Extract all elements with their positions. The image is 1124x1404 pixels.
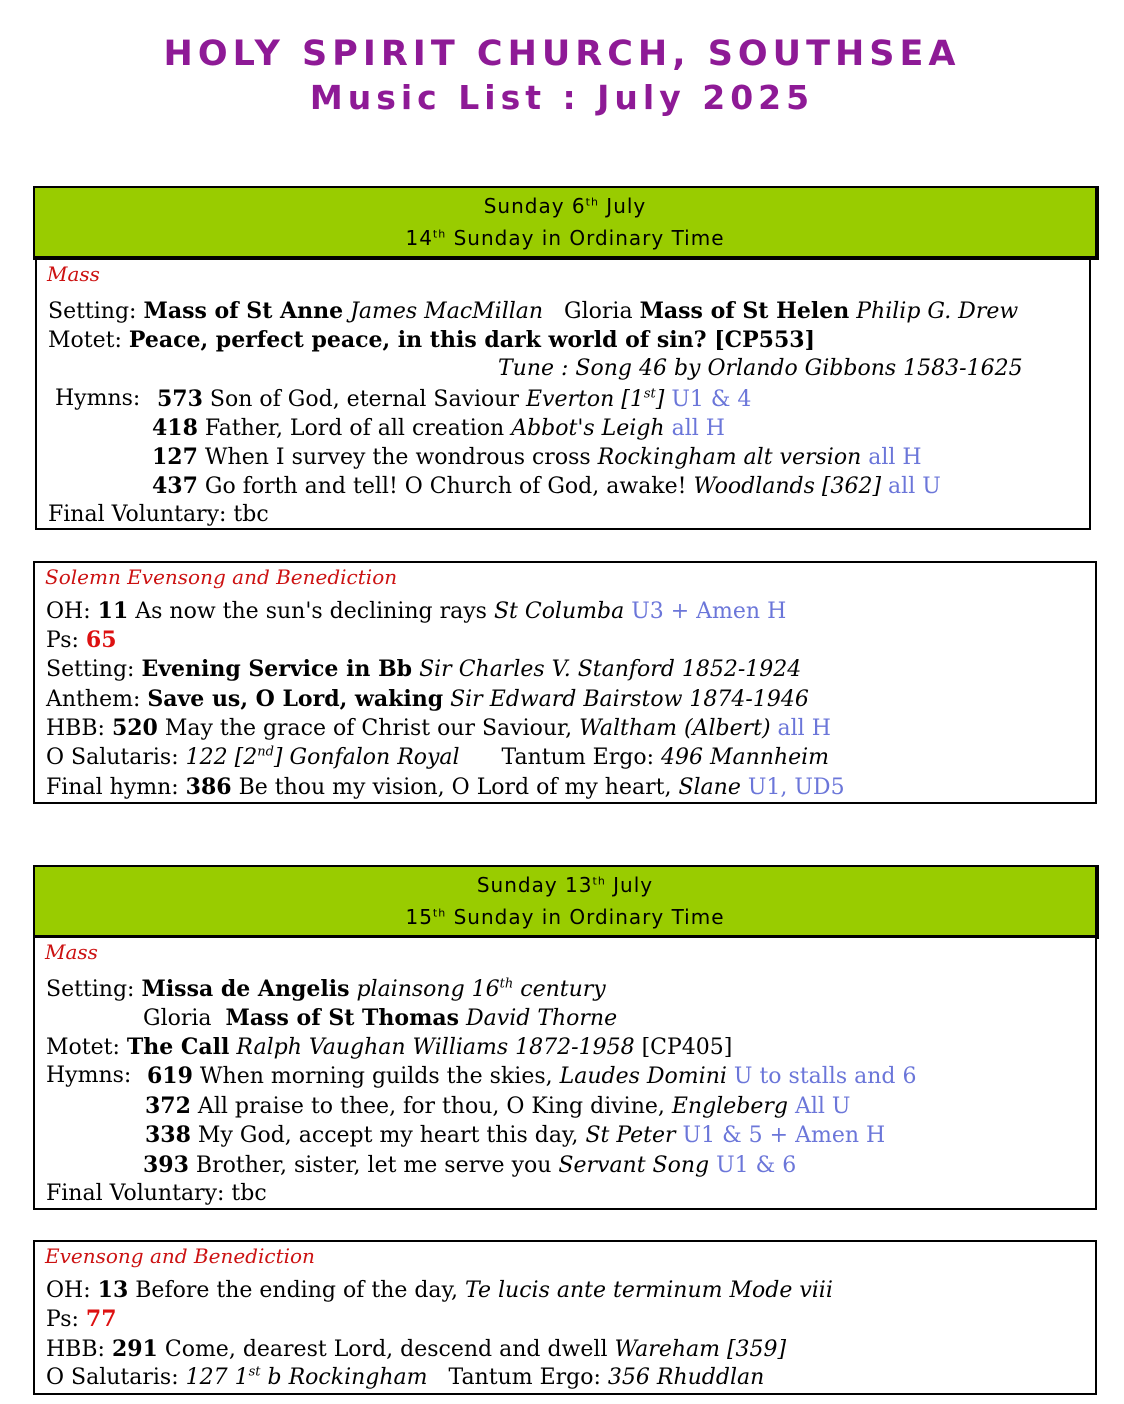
mass-setting: Setting: Missa de Angelis plainsong 16th century bbox=[46, 976, 606, 1002]
final-hymn: Final hymn: 386 Be thou my vision, O Lord of my heart, Slane U1, UD5 bbox=[46, 774, 845, 800]
mass-setting: Setting: Mass of St Anne James MacMillan Gloria Mass of St Helen Philip G. Drew bbox=[48, 298, 1019, 324]
motet: Motet: Peace, perfect peace, in this dark world of sin? [CP553] bbox=[48, 327, 815, 353]
mass-box-2 bbox=[33, 936, 1097, 1210]
o-salutaris: O Salutaris: 127 1st b Rockingham Tantum Ergo: 356 Rhuddlan bbox=[46, 1364, 765, 1390]
sunday-date: Sunday 13th July bbox=[476, 873, 654, 897]
section-heading: Mass bbox=[47, 262, 100, 286]
sunday-header-2 bbox=[33, 865, 1099, 939]
section-heading: Mass bbox=[45, 940, 98, 964]
hymns-label: Hymns: bbox=[55, 386, 141, 411]
psalm: Ps: 65 bbox=[46, 627, 117, 653]
section-heading: Evensong and Benediction bbox=[45, 1244, 315, 1268]
hymn-row: 393 Brother, sister, let me serve you Servant Song U1 & 6 bbox=[143, 1152, 797, 1178]
office-hymn: OH: 11 As now the sun's declining rays St Columba U3 + Amen H bbox=[46, 598, 787, 624]
final-voluntary: Final Voluntary: tbc bbox=[46, 1181, 267, 1206]
hymn-row: 418 Father, Lord of all creation Abbot's Leigh all H bbox=[152, 415, 725, 441]
section-heading: Solemn Evensong and Benediction bbox=[45, 565, 398, 589]
sunday-date: Sunday 6th July bbox=[483, 194, 647, 218]
gloria: Gloria Mass of St Thomas David Thorne bbox=[143, 1005, 618, 1031]
hbb: HBB: 520 May the grace of Christ our Saviour, Waltham (Albert) all H bbox=[46, 715, 831, 741]
o-salutaris: O Salutaris: 122 [2nd] Gonfalon Royal Tantum Ergo: 496 Mannheim bbox=[46, 744, 830, 770]
hymn-row: 338 My God, accept my heart this day, St Peter U1 & 5 + Amen H bbox=[145, 1122, 886, 1148]
final-voluntary: Final Voluntary: tbc bbox=[48, 502, 269, 527]
evensong-setting: Setting: Evening Service in Bb Sir Charles V. Stanford 1852-1924 bbox=[46, 656, 802, 682]
anthem: Anthem: Save us, O Lord, waking Sir Edward Bairstow 1874-1946 bbox=[46, 686, 809, 712]
page-title: HOLY SPIRIT CHURCH, SOUTHSEA bbox=[163, 34, 961, 74]
motet: Motet: The Call Ralph Vaughan Williams 1872-1958 [CP405] bbox=[46, 1034, 733, 1060]
motet-tune: Tune : Song 46 by Orlando Gibbons 1583-1625 bbox=[498, 356, 1023, 381]
hymn-row: 372 All praise to thee, for thou, O King divine, Engleberg All U bbox=[145, 1093, 851, 1119]
sunday-occasion: 15th Sunday in Ordinary Time bbox=[405, 905, 725, 929]
hbb: HBB: 291 Come, dearest Lord, descend and dwell Wareham [359] bbox=[46, 1336, 787, 1362]
mass-box-1 bbox=[35, 258, 1091, 530]
evensong-box-1 bbox=[33, 561, 1097, 804]
sunday-occasion: 14th Sunday in Ordinary Time bbox=[405, 226, 725, 250]
page-subtitle: Music List : July 2025 bbox=[309, 78, 815, 117]
office-hymn: OH: 13 Before the ending of the day, Te lucis ante terminum Mode viii bbox=[46, 1277, 833, 1303]
hymn-row: 437 Go forth and tell! O Church of God, awake! Woodlands [362] all U bbox=[152, 473, 941, 499]
sunday-header-1 bbox=[33, 186, 1099, 260]
psalm: Ps: 77 bbox=[46, 1306, 117, 1332]
hymn-row: 127 When I survey the wondrous cross Rockingham alt version all H bbox=[152, 444, 922, 470]
hymns-label: Hymns: bbox=[46, 1063, 132, 1088]
evensong-box-2 bbox=[33, 1240, 1097, 1395]
hymn-row: 619 When morning guilds the skies, Laudes Domini U to stalls and 6 bbox=[147, 1063, 917, 1089]
hymn-row: 573 Son of God, eternal Saviour Everton [1st] U1 & 4 bbox=[157, 386, 752, 412]
